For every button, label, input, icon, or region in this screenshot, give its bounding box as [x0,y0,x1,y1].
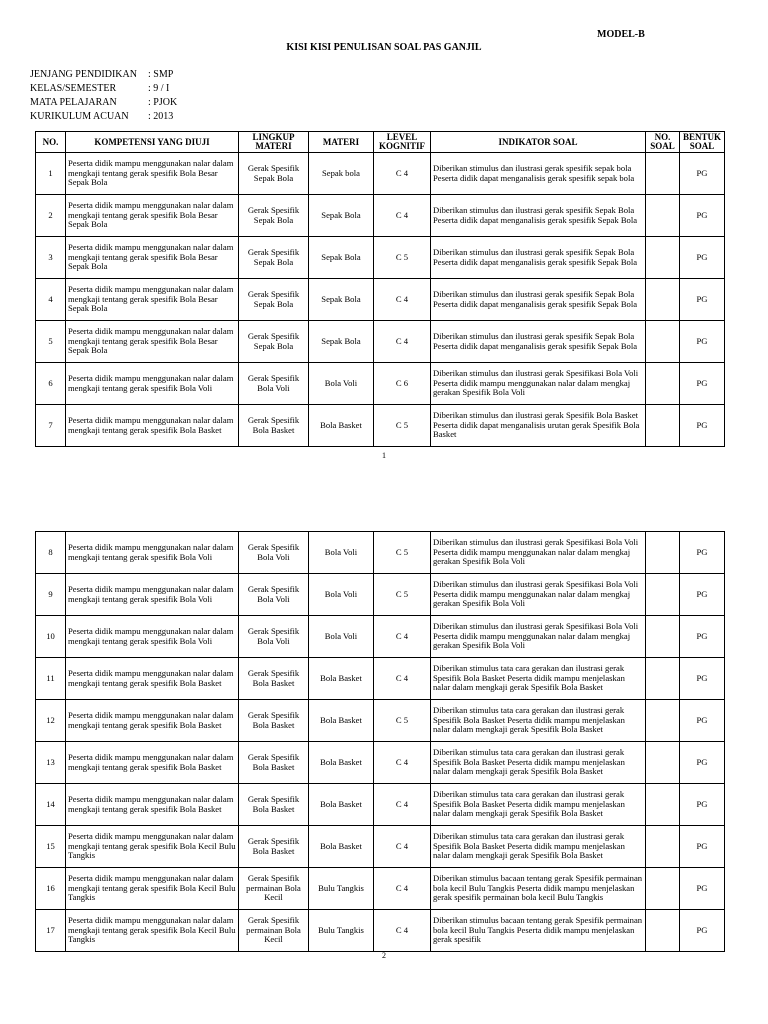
table-row [36,153,725,195]
no-soal-cell [646,405,680,447]
indikator-cell: Diberikan stimulus dan ilustrasi gerak spesifik Sepak Bola Peserta didik dapat menganalisis gerak spesifik Sepak Bola [431,279,646,321]
bentuk-soal-cell: PG [680,784,725,826]
lingkup-materi-cell: Gerak Spesifik Sepak Bola [239,195,309,237]
indikator-cell: Diberikan stimulus tata cara gerakan dan ilustrasi gerak Spesifik Bola Basket Peserta didik mampu menjelaskan nalar dalam mengkaji gerak Spesifik Bola Basket [431,658,646,700]
level-kognitif-cell: C 4 [374,658,431,700]
no-soal-cell [646,868,680,910]
indikator-cell: Diberikan stimulus dan ilustrasi gerak Spesifikasi Bola Voli Peserta didik mampu menggunakan nalar dalam mengkaj gerakan Spesifik Bola Voli [431,616,646,658]
indikator-cell: Diberikan stimulus dan ilustrasi gerak Spesifikasi Bola Voli Peserta didik mampu menggunakan nalar dalam mengkaj gerakan Spesifik Bola Voli [431,363,646,405]
row-number: 12 [36,700,66,742]
kompetensi-cell: Peserta didik mampu menggunakan nalar dalam mengkaji tentang gerak spesifik Bola Besar Sepak Bola [66,279,239,321]
no-soal-cell [646,153,680,195]
row-number: 10 [36,616,66,658]
row-number: 2 [36,195,66,237]
indikator-cell: Diberikan stimulus dan ilustrasi gerak spesifik Sepak Bola Peserta didik dapat menganalisis gerak spesifik Sepak Bola [431,195,646,237]
bentuk-soal-cell: PG [680,279,725,321]
no-soal-cell [646,363,680,405]
level-kognitif-cell: C 4 [374,321,431,363]
kompetensi-cell: Peserta didik mampu menggunakan nalar dalam mengkaji tentang gerak spesifik Bola Besar Sepak Bola [66,237,239,279]
lingkup-materi-cell: Gerak Spesifik Sepak Bola [239,321,309,363]
kompetensi-cell: Peserta didik mampu menggunakan nalar dalam mengkaji tentang gerak spesifik Bola Besar Sepak Bola [66,195,239,237]
table-row [36,700,725,742]
no-soal-cell [646,616,680,658]
col-header-no: NO. [36,132,66,153]
table-row [36,237,725,279]
no-soal-cell [646,658,680,700]
lingkup-materi-cell: Gerak Spesifik Bola Basket [239,658,309,700]
lingkup-materi-cell: Gerak Spesifik Bola Basket [239,784,309,826]
table-row [36,784,725,826]
indikator-cell: Diberikan stimulus dan ilustrasi gerak spesifik sepak bola Peserta didik dapat menganalisis gerak spesifik sepak bola [431,153,646,195]
level-kognitif-cell: C 5 [374,700,431,742]
page-number-2: 2 [382,951,386,960]
indikator-cell: Diberikan stimulus tata cara gerakan dan ilustrasi gerak Spesifik Bola Basket Peserta didik mampu menjelaskan nalar dalam mengkaji gerak Spesifik Bola Basket [431,742,646,784]
lingkup-materi-cell: Gerak Spesifik Bola Voli [239,532,309,574]
bentuk-soal-cell: PG [680,237,725,279]
no-soal-cell [646,910,680,952]
kompetensi-cell: Peserta didik mampu menggunakan nalar dalam mengkaji tentang gerak spesifik Bola Basket [66,700,239,742]
kompetensi-cell: Peserta didik mampu menggunakan nalar dalam mengkaji tentang gerak spesifik Bola Voli [66,363,239,405]
table-row [36,658,725,700]
kisi-table-page-2 [35,531,725,952]
row-number: 9 [36,574,66,616]
materi-cell: Sepak Bola [309,279,374,321]
row-number: 6 [36,363,66,405]
indikator-cell: Diberikan stimulus dan ilustrasi gerak Spesifik Bola Basket Peserta didik dapat menganalisis urutan gerak Spesifik Bola Basket [431,405,646,447]
bentuk-soal-cell: PG [680,574,725,616]
kompetensi-cell: Peserta didik mampu menggunakan nalar dalam mengkaji tentang gerak spesifik Bola Voli [66,574,239,616]
materi-cell: Sepak Bola [309,237,374,279]
indikator-cell: Diberikan stimulus tata cara gerakan dan ilustrasi gerak Spesifik Bola Basket Peserta didik mampu menjelaskan nalar dalam mengkaji gerak Spesifik Bola Basket [431,784,646,826]
bentuk-soal-cell: PG [680,700,725,742]
materi-cell: Sepak Bola [309,195,374,237]
table-row [36,363,725,405]
lingkup-materi-cell: Gerak Spesifik Bola Basket [239,742,309,784]
table-row [36,868,725,910]
table-header-row [36,132,725,153]
row-number: 8 [36,532,66,574]
lingkup-materi-cell: Gerak Spesifik Bola Basket [239,405,309,447]
table-row [36,574,725,616]
kisi-table-page-1 [35,131,725,447]
indikator-cell: Diberikan stimulus dan ilustrasi gerak Spesifikasi Bola Voli Peserta didik mampu menggunakan nalar dalam mengkaj gerakan Spesifik Bola Voli [431,574,646,616]
row-number: 15 [36,826,66,868]
materi-cell: Bulu Tangkis [309,910,374,952]
materi-cell: Bola Basket [309,405,374,447]
level-kognitif-cell: C 5 [374,237,431,279]
materi-cell: Bola Basket [309,826,374,868]
materi-cell: Bola Voli [309,574,374,616]
bentuk-soal-cell: PG [680,321,725,363]
meta-label: KELAS/SEMESTER [30,83,117,94]
kompetensi-cell: Peserta didik mampu menggunakan nalar dalam mengkaji tentang gerak spesifik Bola Basket [66,784,239,826]
bentuk-soal-cell: PG [680,910,725,952]
col-header-level: LEVEL KOGNITIF [374,132,431,153]
indikator-cell: Diberikan stimulus dan ilustrasi gerak Spesifikasi Bola Voli Peserta didik mampu menggunakan nalar dalam mengkaj gerakan Spesifik Bola Voli [431,532,646,574]
indikator-cell: Diberikan stimulus tata cara gerakan dan ilustrasi gerak Spesifik Bola Basket Peserta didik mampu menjelaskan nalar dalam mengkaji gerak Spesifik Bola Basket [431,826,646,868]
bentuk-soal-cell: PG [680,826,725,868]
page-number-1: 1 [382,451,386,460]
table-row [36,616,725,658]
row-number: 14 [36,784,66,826]
no-soal-cell [646,700,680,742]
materi-cell: Bola Voli [309,532,374,574]
kompetensi-cell: Peserta didik mampu menggunakan nalar dalam mengkaji tentang gerak spesifik Bola Basket [66,658,239,700]
no-soal-cell [646,784,680,826]
indikator-cell: Diberikan stimulus bacaan tentang gerak Spesifik permainan bola kecil Bulu Tangkis Peserta didik mampu menjelaskan gerak spesifik [431,910,646,952]
no-soal-cell [646,279,680,321]
meta-row-kurikulum [30,110,177,124]
row-number: 16 [36,868,66,910]
indikator-cell: Diberikan stimulus tata cara gerakan dan ilustrasi gerak Spesifik Bola Basket Peserta didik mampu menjelaskan nalar dalam mengkaji gerak Spesifik Bola Basket [431,700,646,742]
meta-label: JENJANG PENDIDIKAN [30,69,137,80]
indikator-cell: Diberikan stimulus dan ilustrasi gerak spesifik Sepak Bola Peserta didik dapat menganalisis gerak spesifik Sepak Bola [431,321,646,363]
bentuk-soal-cell: PG [680,195,725,237]
table-row [36,279,725,321]
materi-cell: Bola Voli [309,363,374,405]
table-body-page-1 [36,153,725,447]
document-title: KISI KISI PENULISAN SOAL PAS GANJIL [286,42,482,53]
lingkup-materi-cell: Gerak Spesifik Sepak Bola [239,237,309,279]
kompetensi-cell: Peserta didik mampu menggunakan nalar dalam mengkaji tentang gerak spesifik Bola Kecil Bulu Tangkis [66,910,239,952]
kompetensi-cell: Peserta didik mampu menggunakan nalar dalam mengkaji tentang gerak spesifik Bola Basket [66,742,239,784]
bentuk-soal-cell: PG [680,363,725,405]
bentuk-soal-cell: PG [680,868,725,910]
level-kognitif-cell: C 6 [374,363,431,405]
row-number: 1 [36,153,66,195]
level-kognitif-cell: C 4 [374,153,431,195]
materi-cell: Bola Basket [309,742,374,784]
level-kognitif-cell: C 4 [374,784,431,826]
lingkup-materi-cell: Gerak Spesifik Bola Voli [239,363,309,405]
table-row [36,910,725,952]
table-body-page-2 [36,532,725,952]
row-number: 3 [36,237,66,279]
level-kognitif-cell: C 5 [374,532,431,574]
kompetensi-cell: Peserta didik mampu menggunakan nalar dalam mengkaji tentang gerak spesifik Bola Voli [66,532,239,574]
level-kognitif-cell: C 4 [374,195,431,237]
materi-cell: Bola Voli [309,616,374,658]
level-kognitif-cell: C 5 [374,574,431,616]
lingkup-materi-cell: Gerak Spesifik Bola Voli [239,616,309,658]
col-header-lingkup: LINGKUP MATERI [239,132,309,153]
meta-label: KURIKULUM ACUAN [30,111,129,122]
indikator-cell: Diberikan stimulus dan ilustrasi gerak spesifik Sepak Bola Peserta didik dapat menganalisis gerak spesifik Sepak Bola [431,237,646,279]
meta-row-mapel [30,96,177,110]
no-soal-cell [646,321,680,363]
materi-cell: Bulu Tangkis [309,868,374,910]
no-soal-cell [646,826,680,868]
no-soal-cell [646,195,680,237]
materi-cell: Bola Basket [309,700,374,742]
col-header-no-soal: NO. SOAL [646,132,680,153]
col-header-indikator: INDIKATOR SOAL [431,132,646,153]
table-row [36,826,725,868]
indikator-cell: Diberikan stimulus bacaan tentang gerak Spesifik permainan bola kecil Bulu Tangkis Peserta didik mampu menjelaskan gerak spesifik permainan bola kecil Bulu Tangkis [431,868,646,910]
lingkup-materi-cell: Gerak Spesifik permainan Bola Kecil [239,868,309,910]
kompetensi-cell: Peserta didik mampu menggunakan nalar dalam mengkaji tentang gerak spesifik Bola Besar Sepak Bola [66,153,239,195]
level-kognitif-cell: C 4 [374,910,431,952]
meta-row-kelas [30,82,177,96]
materi-cell: Bola Basket [309,658,374,700]
lingkup-materi-cell: Gerak Spesifik Sepak Bola [239,153,309,195]
kompetensi-cell: Peserta didik mampu menggunakan nalar dalam mengkaji tentang gerak spesifik Bola Kecil Bulu Tangkis [66,826,239,868]
col-header-materi: MATERI [309,132,374,153]
materi-cell: Bola Basket [309,784,374,826]
materi-cell: Sepak bola [309,153,374,195]
level-kognitif-cell: C 4 [374,616,431,658]
meta-value: : 9 / I [148,83,170,94]
level-kognitif-cell: C 4 [374,742,431,784]
bentuk-soal-cell: PG [680,616,725,658]
no-soal-cell [646,237,680,279]
model-label: MODEL-B [597,29,645,40]
no-soal-cell [646,742,680,784]
table-row [36,742,725,784]
kompetensi-cell: Peserta didik mampu menggunakan nalar dalam mengkaji tentang gerak spesifik Bola Basket [66,405,239,447]
row-number: 13 [36,742,66,784]
materi-cell: Sepak Bola [309,321,374,363]
col-header-bentuk: BENTUK SOAL [680,132,725,153]
no-soal-cell [646,532,680,574]
meta-row-jenjang [30,68,177,82]
lingkup-materi-cell: Gerak Spesifik permainan Bola Kecil [239,910,309,952]
document-meta [30,68,177,124]
bentuk-soal-cell: PG [680,153,725,195]
kompetensi-cell: Peserta didik mampu menggunakan nalar dalam mengkaji tentang gerak spesifik Bola Voli [66,616,239,658]
kompetensi-cell: Peserta didik mampu menggunakan nalar dalam mengkaji tentang gerak spesifik Bola Kecil Bulu Tangkis [66,868,239,910]
table-row [36,321,725,363]
bentuk-soal-cell: PG [680,742,725,784]
level-kognitif-cell: C 5 [374,405,431,447]
meta-value: : PJOK [148,97,178,108]
col-header-kompetensi: KOMPETENSI YANG DIUJI [66,132,239,153]
kompetensi-cell: Peserta didik mampu menggunakan nalar dalam mengkaji tentang gerak spesifik Bola Besar Sepak Bola [66,321,239,363]
bentuk-soal-cell: PG [680,405,725,447]
meta-value: : SMP [148,69,174,80]
meta-value: : 2013 [148,111,174,122]
row-number: 7 [36,405,66,447]
lingkup-materi-cell: Gerak Spesifik Sepak Bola [239,279,309,321]
lingkup-materi-cell: Gerak Spesifik Bola Basket [239,700,309,742]
bentuk-soal-cell: PG [680,532,725,574]
row-number: 4 [36,279,66,321]
no-soal-cell [646,574,680,616]
table-row [36,405,725,447]
row-number: 17 [36,910,66,952]
table-row [36,532,725,574]
lingkup-materi-cell: Gerak Spesifik Bola Basket [239,826,309,868]
meta-label: MATA PELAJARAN [30,97,117,108]
level-kognitif-cell: C 4 [374,279,431,321]
row-number: 11 [36,658,66,700]
level-kognitif-cell: C 4 [374,868,431,910]
table-row [36,195,725,237]
level-kognitif-cell: C 4 [374,826,431,868]
bentuk-soal-cell: PG [680,658,725,700]
row-number: 5 [36,321,66,363]
lingkup-materi-cell: Gerak Spesifik Bola Voli [239,574,309,616]
